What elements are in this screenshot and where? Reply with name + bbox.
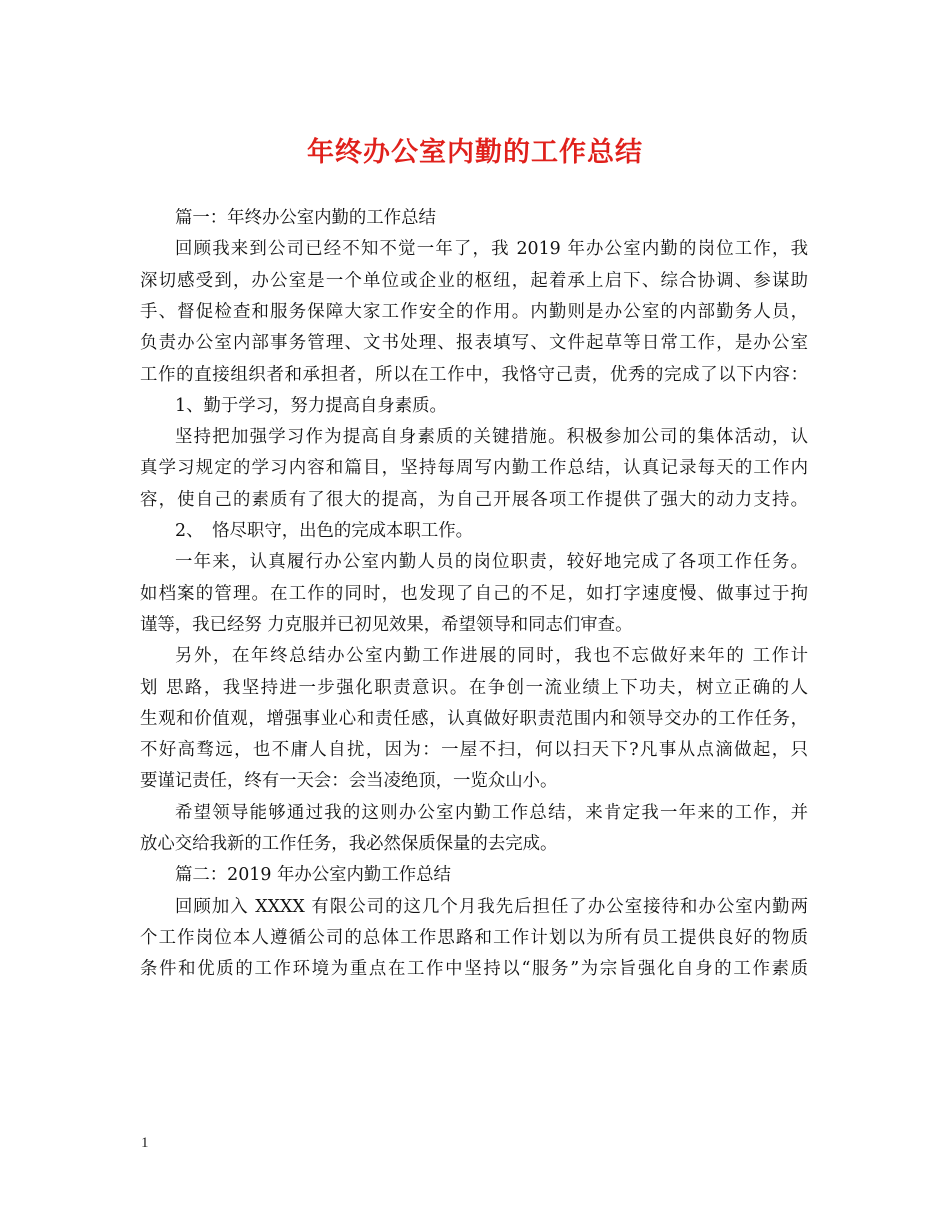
body-line: 手、督促检查和服务保障大家工作安全的作用。内勤则是办公室的内部勤务人员， [140,301,808,322]
page-number: 1 [141,1135,149,1151]
body-line: 篇二：2019 年办公室内勤工作总结 [175,865,451,886]
body-line: 划 思路，我坚持进一步强化职责意识。在争创一流业绩上下功夫，树立正确的人 [140,677,808,698]
body-line: 条件和优质的工作环境为重点在工作中坚持以“服务”为宗旨强化自身的工作素质 [140,959,808,980]
body-line: 容，使自己的素质有了很大的提高，为自己开展各项工作提供了强大的动力支持。 [140,489,808,510]
body-line: 1、勤于学习，努力提高自身素质。 [175,395,447,416]
body-line: 谨等，我已经努 力克服并已初见效果，希望领导和同志们审查。 [140,614,633,635]
document-title: 年终办公室内勤的工作总结 [307,137,643,168]
body-line: 工作的直接组织者和承担者，所以在工作中，我恪守己责，优秀的完成了以下内容： [140,364,808,385]
body-line: 个工作岗位本人遵循公司的总体工作思路和工作计划以为所有员工提供良好的物质 [140,927,808,948]
body-line: 要谨记责任，终有一天会：会当凌绝顶，一览众山小。 [140,771,558,792]
body-line: 篇一：年终办公室内勤的工作总结 [175,208,436,228]
body-line: 回顾我来到公司已经不知不觉一年了，我 2019 年办公室内勤的岗位工作，我 [175,239,808,260]
body-line: 坚持把加强学习作为提高自身素质的关键措施。积极参加公司的集体活动，认 [175,427,808,448]
body-line: 一年来，认真履行办公室内勤人员的岗位职责，较好地完成了各项工作任务。 [175,552,808,573]
body-line: 真学习规定的学习内容和篇目，坚持每周写内勤工作总结，认真记录每天的工作内 [140,458,808,479]
body-line: 深切感受到，办公室是一个单位或企业的枢纽，起着承上启下、综合协调、参谋助 [140,270,808,291]
body-line: 2、 恪尽职守，出色的完成本职工作。 [175,521,474,541]
body-line: 负责办公室内部事务管理、文书处理、报表填写、文件起草等日常工作，是办公室 [140,333,808,354]
body-line: 另外，在年终总结办公室内勤工作进展的同时，我也不忘做好来年的 工作计 [175,646,808,667]
body-line: 回顾加入 XXXX 有限公司的这几个月我先后担任了办公室接待和办公室内勤两 [175,896,808,917]
body-line: 生观和价值观，增强事业心和责任感，认真做好职责范围内和领导交办的工作任务， [140,708,808,729]
body-line: 放心交给我新的工作任务，我必然保质保量的去完成。 [140,834,558,854]
body-line: 希望领导能够通过我的这则办公室内勤工作总结，来肯定我一年来的工作，并 [175,802,808,823]
body-line: 如档案的管理。在工作的同时，也发现了自己的不足，如打字速度慢、做事过于拘 [140,583,808,604]
body-line: 不好高骛远，也不庸人自扰，因为：一屋不扫，何以扫天下?凡事从点滴做起，只 [140,740,808,761]
